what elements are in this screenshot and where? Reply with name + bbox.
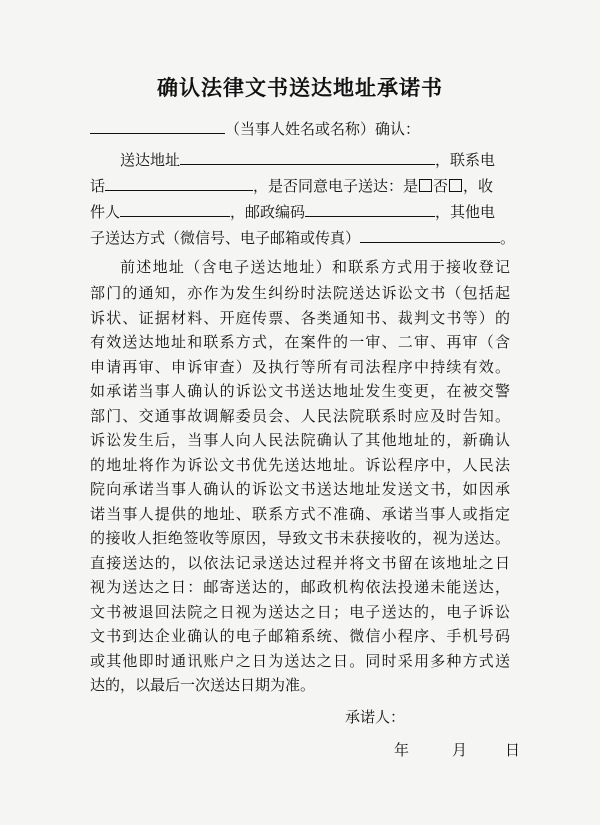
form-row-1 xyxy=(120,148,495,170)
confirm-text: （当事人姓名或名称）确认： xyxy=(225,120,421,138)
body-line: 文书被退回法院之日视为送达之日；电子送达的，电子诉讼 xyxy=(90,602,510,621)
body-line: 诉状、证据材料、开庭传票、各类通知书、裁判文书等）的 xyxy=(90,308,510,327)
body-line: 部门、交通事故调解委员会、人民法院联系时应及时告知。 xyxy=(90,406,510,425)
body-line: 有效送达地址和联系方式，在案件的一审、二审、再审（含 xyxy=(90,333,510,351)
body-line: 申请再审、申诉审查）及执行等所有司法程序中持续有效。 xyxy=(90,357,510,376)
address-label: 送达地址 xyxy=(120,151,181,169)
agree-label: ，是否同意电子送达：是 xyxy=(253,177,419,195)
body-line: 诺当事人提供的地址、联系方式不准确、承诺当事人或指定 xyxy=(90,504,510,523)
body-line: 文书到达企业确认的电子邮箱系统、微信小程序、手机号码 xyxy=(90,627,510,645)
form-row-4 xyxy=(90,226,515,248)
postcode-label: ，邮政编码 xyxy=(230,203,306,221)
form-row-3 xyxy=(90,200,495,222)
party-name-blank[interactable] xyxy=(90,117,225,134)
receiver-label: ，收 xyxy=(463,177,494,195)
date-month: 月 xyxy=(452,741,468,759)
date-day: 日 xyxy=(505,741,521,759)
other-method-blank[interactable] xyxy=(360,226,500,243)
confirm-line xyxy=(90,117,420,139)
postcode-blank[interactable] xyxy=(305,200,435,217)
phone-label: ，联系电 xyxy=(435,151,496,169)
form-row-2 xyxy=(90,174,493,196)
signature-label: 承诺人： xyxy=(345,708,406,726)
receiver-blank[interactable] xyxy=(120,200,230,217)
date-year: 年 xyxy=(394,741,410,759)
yes-checkbox[interactable] xyxy=(419,179,432,192)
receiver-label-cont: 件人 xyxy=(90,203,121,221)
body-line: 或其他即时通讯账户之日为送达之日。同时采用多种方式送 xyxy=(90,651,510,670)
body-line: 如承诺当事人确认的诉讼文书送达地址发生变更，在被交警 xyxy=(90,382,510,400)
body-line: 视为送达之日：邮寄送达的，邮政机构依法投递未能送达， xyxy=(90,578,510,596)
period: 。 xyxy=(500,229,516,247)
body-last-line: 达的，以最后一次送达日期为准。 xyxy=(90,676,316,694)
body-first-line: 前述地址（含电子送达地址）和联系方式用于接收登记 xyxy=(120,258,510,276)
body-line: 诉讼发生后，当事人向人民法院确认了其他地址的，新确认 xyxy=(90,431,510,449)
phone-blank[interactable] xyxy=(105,174,253,191)
body-line: 部门的通知，亦作为发生纠纷时法院送达诉讼文书（包括起 xyxy=(90,284,510,302)
other-method-label: 子送达方式（微信号、电子邮箱或传真） xyxy=(90,229,361,247)
body-line: 的接收人拒绝签收等原因，导致文书未获接收的，视为送达。 xyxy=(90,529,510,547)
document-title: 确认法律文书送达地址承诺书 xyxy=(157,76,443,100)
phone-label-cont: 话 xyxy=(90,177,106,195)
body-line: 的地址将作为诉讼文书优先送达地址。诉讼程序中，人民法 xyxy=(90,455,510,474)
no-label: 否 xyxy=(433,177,449,195)
address-blank[interactable] xyxy=(180,148,435,165)
no-checkbox[interactable] xyxy=(449,179,462,192)
other-label: ，其他电 xyxy=(435,203,496,221)
body-line: 院向承诺当事人确认的诉讼文书送达地址发送文书，如因承 xyxy=(90,480,510,498)
body-line: 直接送达的，以依法记录送达过程并将文书留在该地址之日 xyxy=(90,553,510,572)
